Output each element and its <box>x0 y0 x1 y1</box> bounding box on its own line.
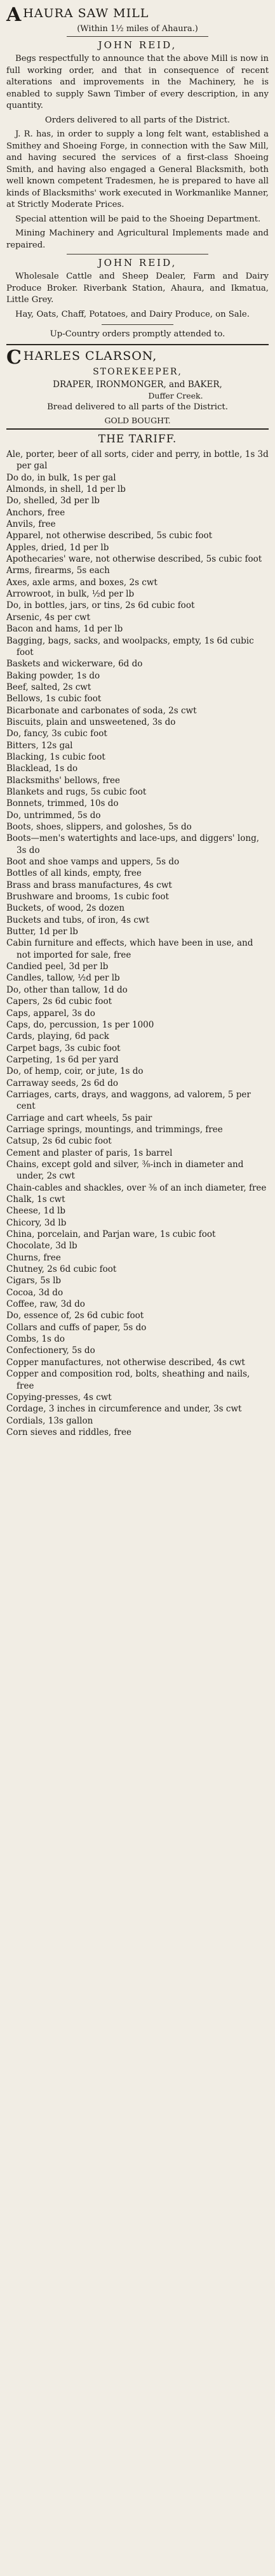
tariff-item: Baking powder, 1s do <box>6 670 100 681</box>
divider <box>67 36 208 37</box>
tariff-item: Carraway seeds, 2s 6d do <box>6 1078 119 1088</box>
tariff-item: Catsup, 2s 6d cubic foot <box>6 1136 112 1147</box>
mill-ad-initial: A <box>6 4 22 26</box>
tariff-item: Do, other than tallow, 1d do <box>6 984 128 995</box>
tariff-item: Boot and shoe vamps and uppers, 5s do <box>6 857 180 868</box>
store-ad-title: HARLES CLARSON, <box>23 348 158 363</box>
tariff-item: Boots—men's watertights and lace-ups, and diggers' long, 3s do <box>6 833 260 855</box>
tariff-item: Boots, shoes, slippers, and goloshes, 5s do <box>6 822 192 832</box>
tariff-item: Combs, 1s do <box>6 1334 65 1345</box>
mill-ad-proprietor: JOHN REID, <box>98 39 177 51</box>
store-ad-gold-note: GOLD BOUGHT. <box>104 416 171 425</box>
store-ad-heading <box>6 346 269 369</box>
tariff-item: China, porcelain, and Parjan ware, 1s cubic foot <box>6 1229 216 1240</box>
dealer-ad-upcountry: Up-Country orders promptly attended to. <box>50 329 225 339</box>
tariff-item: Apparel, not otherwise described, 5s cubic foot <box>6 531 213 541</box>
tariff-item: Chocolate, 3d lb <box>6 1241 77 1252</box>
tariff-item: Beef, salted, 2s cwt <box>6 682 91 692</box>
tariff-item: Cabin furniture and effects, which have been in use, and not imported for sale, free <box>6 938 253 960</box>
tariff-item: Candied peel, 3d per lb <box>6 961 109 972</box>
tariff-item: Almonds, in shell, 1d per lb <box>6 484 126 495</box>
tariff-item: Coffee, raw, 3d do <box>6 1299 85 1310</box>
tariff-item: Do, in bottles, jars, or tins, 2s 6d cubic foot <box>6 600 195 611</box>
tariff-item: Chutney, 2s 6d cubic foot <box>6 1264 117 1275</box>
dealer-ad-proprietor: JOHN REID, <box>98 257 177 268</box>
mill-ad-shoeing-note: Special attention will be paid to the Shoeing Department. <box>15 214 261 224</box>
tariff-item: Cement and plaster of paris, 1s barrel <box>6 1147 173 1158</box>
tariff-item: Cigars, 5s lb <box>6 1276 62 1286</box>
mill-ad-mining-note: Mining Machinery and Agricultural Implements made and repaired. <box>6 228 269 250</box>
tariff-item: Blacksmiths' bellows, free <box>6 775 121 786</box>
tariff-item: Carpeting, 1s 6d per yard <box>6 1054 119 1065</box>
tariff-item: Do, fancy, 3s cubic foot <box>6 729 107 739</box>
tariff-item: Do do, in bulk, 1s per gal <box>6 472 116 483</box>
mill-ad-announcement: Begs respectfully to announce that the above Mill is now in full working order, and that in consequence of recent alterations and improvements in the Machinery, he is enabled to supply Sawn Timber of every description, in any quantity. <box>6 54 269 110</box>
mill-ad-subheading: (Within 1½ miles of Ahaura.) <box>77 24 198 34</box>
tariff-item: Confectionery, 5s do <box>6 1345 95 1356</box>
tariff-item: Carriages, carts, drays, and waggons, ad valorem, 5 per cent <box>6 1089 251 1112</box>
tariff-item: Do, untrimmed, 5s do <box>6 810 101 821</box>
tariff-item: Chains, except gold and silver, ⅜-inch in diameter and under, 2s cwt <box>6 1159 244 1182</box>
tariff-item: Ale, porter, beer of all sorts, cider and perry, in bottle, 1s 3d per gal <box>6 449 269 472</box>
store-ad-initial: C <box>6 346 22 369</box>
tariff-item: Arsenic, 4s per cwt <box>6 612 91 623</box>
tariff-item: Arms, firearms, 5s each <box>6 565 110 576</box>
tariff-item: Carriage springs, mountings, and trimmings, free <box>6 1124 223 1135</box>
tariff-item: Caps, do, percussion, 1s per 1000 <box>6 1019 154 1030</box>
tariff-item: Capers, 2s 6d cubic foot <box>6 996 112 1007</box>
divider <box>6 428 269 430</box>
tariff-item: Blankets and rugs, 5s cubic foot <box>6 786 147 797</box>
tariff-item: Bagging, bags, sacks, and woolpacks, empty, 1s 6d cubic foot <box>6 635 254 657</box>
tariff-item: Apples, dried, 1d per lb <box>6 542 109 553</box>
tariff-item: Cocoa, 3d do <box>6 1287 64 1298</box>
tariff-item: Do, shelled, 3d per lb <box>6 496 100 506</box>
mill-ad-smithy-text: J. R. has, in order to supply a long felt want, established a Smithey and Shoeing Forge, in connection with the Saw Mill, and having secured the services of a first-class Shoeing Smith, and having also engaged a General Blacksmith, both well known competent Tradesmen, he is prepared to have all kinds of Blacksmiths' work executed in Workmanlike Manner, at Strictly Moderate Prices. <box>6 129 269 209</box>
tariff-item: Cordials, 13s gallon <box>6 1415 93 1426</box>
tariff-item: Candles, tallow, ½d per lb <box>6 973 120 984</box>
tariff-item: Bonnets, trimmed, 10s do <box>6 798 119 809</box>
tariff-item: Chalk, 1s cwt <box>6 1194 65 1205</box>
tariff-item: Caps, apparel, 3s do <box>6 1008 95 1019</box>
tariff-item: Butter, 1d per lb <box>6 927 78 937</box>
tariff-item: Axes, axle arms, and boxes, 2s cwt <box>6 577 158 588</box>
tariff-item: Bicarbonate and carbonates of soda, 2s cwt <box>6 705 197 716</box>
mill-ad-title: HAURA SAW MILL <box>23 6 149 20</box>
tariff-item: Cheese, 1d lb <box>6 1206 65 1217</box>
tariff-item: Corn sieves and riddles, free <box>6 1427 131 1437</box>
tariff-item: Do, essence of, 2s 6d cubic foot <box>6 1311 144 1321</box>
tariff-item: Churns, free <box>6 1252 61 1263</box>
tariff-item: Bacon and hams, 1d per lb <box>6 624 123 635</box>
tariff-item: Anchors, free <box>6 507 65 518</box>
mill-ad-heading <box>6 4 269 26</box>
tariff-item: Buckets, of wood, 2s dozen <box>6 903 125 914</box>
tariff-item: Baskets and wickerware, 6d do <box>6 659 143 670</box>
store-ad-location: Duffer Creek. <box>148 390 203 400</box>
tariff-item: Blacking, 1s cubic foot <box>6 751 105 762</box>
store-ad-bread-note: Bread delivered to all parts of the District. <box>47 402 228 412</box>
divider <box>102 324 173 325</box>
tariff-item: Copper and composition rod, bolts, sheathing and nails, free <box>6 1369 250 1391</box>
mill-ad-orders-note: Orders delivered to all parts of the District. <box>44 115 231 125</box>
tariff-item: Do, of hemp, coir, or jute, 1s do <box>6 1066 144 1077</box>
tariff-item: Biscuits, plain and unsweetened, 3s do <box>6 717 176 727</box>
tariff-item: Collars and cuffs of paper, 5s do <box>6 1322 147 1333</box>
tariff-item: Bottles of all kinds, empty, free <box>6 868 142 879</box>
tariff-item: Copper manufactures, not otherwise described, 4s cwt <box>6 1357 245 1368</box>
tariff-item: Bellows, 1s cubic foot <box>6 694 102 704</box>
tariff-item: Apothecaries' ware, not otherwise described, 5s cubic foot <box>6 554 262 565</box>
tariff-item: Brass and brass manufactures, 4s cwt <box>6 880 172 890</box>
dealer-ad-produce: Hay, Oats, Chaff, Potatoes, and Dairy Produce, on Sale. <box>15 309 250 319</box>
tariff-item: Bitters, 12s gal <box>6 740 73 751</box>
tariff-item: Brushware and brooms, 1s cubic foot <box>6 892 169 902</box>
tariff-item: Chain-cables and shackles, over ⅜ of an inch diameter, free <box>6 1182 267 1193</box>
tariff-item: Cordage, 3 inches in circumference and under, 3s cwt <box>6 1404 242 1415</box>
divider <box>6 344 269 345</box>
tariff-item: Arrowroot, in bulk, ½d per lb <box>6 589 135 600</box>
store-ad-storekeeper: STOREKEEPER, <box>93 366 182 377</box>
tariff-item: Buckets and tubs, of iron, 4s cwt <box>6 915 149 925</box>
tariff-item: Chicory, 3d lb <box>6 1217 67 1228</box>
tariff-title: THE TARIFF. <box>98 433 177 446</box>
tariff-item: Blacklead, 1s do <box>6 763 78 774</box>
tariff-list <box>6 449 269 1438</box>
tariff-item: Cards, playing, 6d pack <box>6 1031 109 1042</box>
tariff-item: Copying-presses, 4s cwt <box>6 1392 112 1403</box>
tariff-item: Carpet bags, 3s cubic foot <box>6 1043 121 1054</box>
tariff-item: Carriage and cart wheels, 5s pair <box>6 1113 152 1123</box>
tariff-item: Anvils, free <box>6 519 56 530</box>
store-ad-trades: DRAPER, IRONMONGER, and BAKER, <box>53 379 222 390</box>
dealer-ad-description: Wholesale Cattle and Sheep Dealer, Farm and Dairy Produce Broker. Riverbank Station, Ahaura, and Ikmatua, Little Grey. <box>6 272 269 305</box>
